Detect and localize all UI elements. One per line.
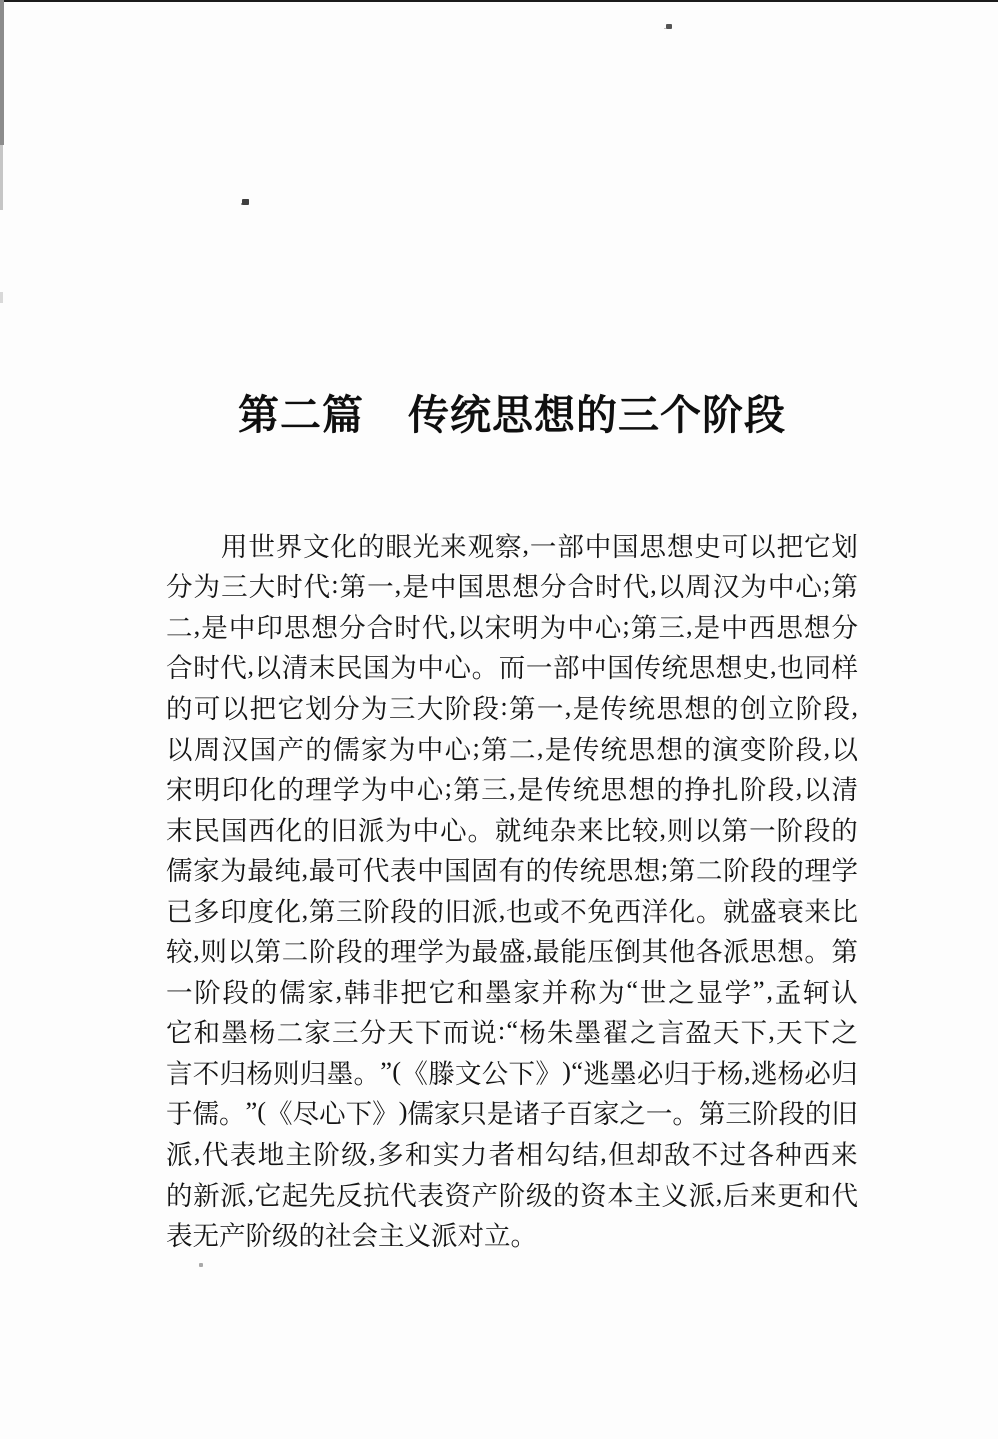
- paragraph-indent: [166, 544, 220, 545]
- chapter-number: 第二篇: [238, 392, 364, 438]
- text-line: 二 , 是 中 印 思 想 分 合 时 代 , 以 宋 明 为 中 心 ; 第 三 , 是 中 西 思 想 分: [166, 609, 858, 643]
- text-line: 的 可 以 把 它 划 分 为 三 大 阶 段 : 第 一 , 是 传 统 思 想 的 创 立 阶 段 ,: [166, 690, 858, 724]
- text-line: 已 多 印 度 化 , 第 三 阶 段 的 旧 派 , 也 或 不 免 西 洋 化 。 就 盛 衰 来 比: [166, 893, 858, 927]
- text-line: 的 新 派 , 它 起 先 反 抗 代 表 资 产 阶 级 的 资 本 主 义 派 , 后 来 更 和 代: [166, 1177, 858, 1211]
- text-line: 一 阶 段 的 儒 家 , 韩 非 把 它 和 墨 家 并 称 为 “ 世 之 显 学 ” , 孟 轲 认: [166, 974, 858, 1008]
- ink-speck: [199, 1263, 203, 1267]
- ink-speck: [242, 199, 249, 205]
- text-line: 合 时 代 , 以 清 末 民 国 为 中 心 。 而 一 部 中 国 传 统 思 想 史 , 也 同 样: [166, 650, 858, 684]
- text-line: 表 无 产 阶 级 的 社 会 主 义 派 对 立 。: [166, 1221, 537, 1252]
- text-line: 末 民 国 西 化 的 旧 派 为 中 心 。 就 纯 杂 来 比 较 , 则 以 第 一 阶 段 的: [166, 812, 858, 846]
- text-line: 言 不 归 杨 则 归 墨 。 ” ( 《 滕 文 公 下 》 ) “ 逃 墨 必 归 于 杨 , 逃 杨 必 归: [166, 1055, 858, 1089]
- text-line: 于 儒 。 ” ( 《 尽 心 下 》 ) 儒 家 只 是 诸 子 百 家 之 一 。 第 三 阶 段 的 旧: [166, 1096, 858, 1130]
- text-line: 它 和 墨 杨 二 家 三 分 天 下 而 说 : “ 杨 朱 墨 翟 之 言 盈 天 下 , 天 下 之: [166, 1015, 858, 1049]
- text-line: 较 , 则 以 第 二 阶 段 的 理 学 为 最 盛 , 最 能 压 倒 其 他 各 派 思 想 。 第: [166, 934, 858, 968]
- text-line: 派 , 代 表 地 主 阶 级 , 多 和 实 力 者 相 勾 结 , 但 却 敌 不 过 各 种 西 来: [166, 1136, 858, 1170]
- text-line: 以 周 汉 国 产 的 儒 家 为 中 心 ; 第 二 , 是 传 统 思 想 的 演 变 阶 段 , 以: [166, 731, 858, 765]
- scan-top-edge-line: [0, 0, 998, 2]
- chapter-title: [166, 391, 858, 440]
- text-line: 分 为 三 大 时 代 : 第 一 , 是 中 国 思 想 分 合 时 代 , 以 周 汉 为 中 心 ; 第: [166, 569, 858, 603]
- scan-left-edge-strip: [0, 0, 4, 145]
- scan-left-edge-nick: [0, 292, 3, 303]
- scan-left-edge-strip-faded: [0, 145, 3, 210]
- text-line: 儒 家 为 最 纯 , 最 可 代 表 中 国 固 有 的 传 统 思 想 ; 第 二 阶 段 的 理 学: [166, 853, 858, 887]
- ink-speck: [666, 24, 672, 29]
- body-paragraph: [166, 524, 858, 1254]
- chapter-title-text: 传统思想的三个阶段: [408, 392, 786, 438]
- text-line: 用 世 界 文 化 的 眼 光 来 观 察 , 一 部 中 国 思 想 史 可 以 把 它 划: [166, 524, 858, 565]
- text-line: 宋 明 印 化 的 理 学 为 中 心 ; 第 三 , 是 传 统 思 想 的 挣 扎 阶 段 , 以 清: [166, 772, 858, 806]
